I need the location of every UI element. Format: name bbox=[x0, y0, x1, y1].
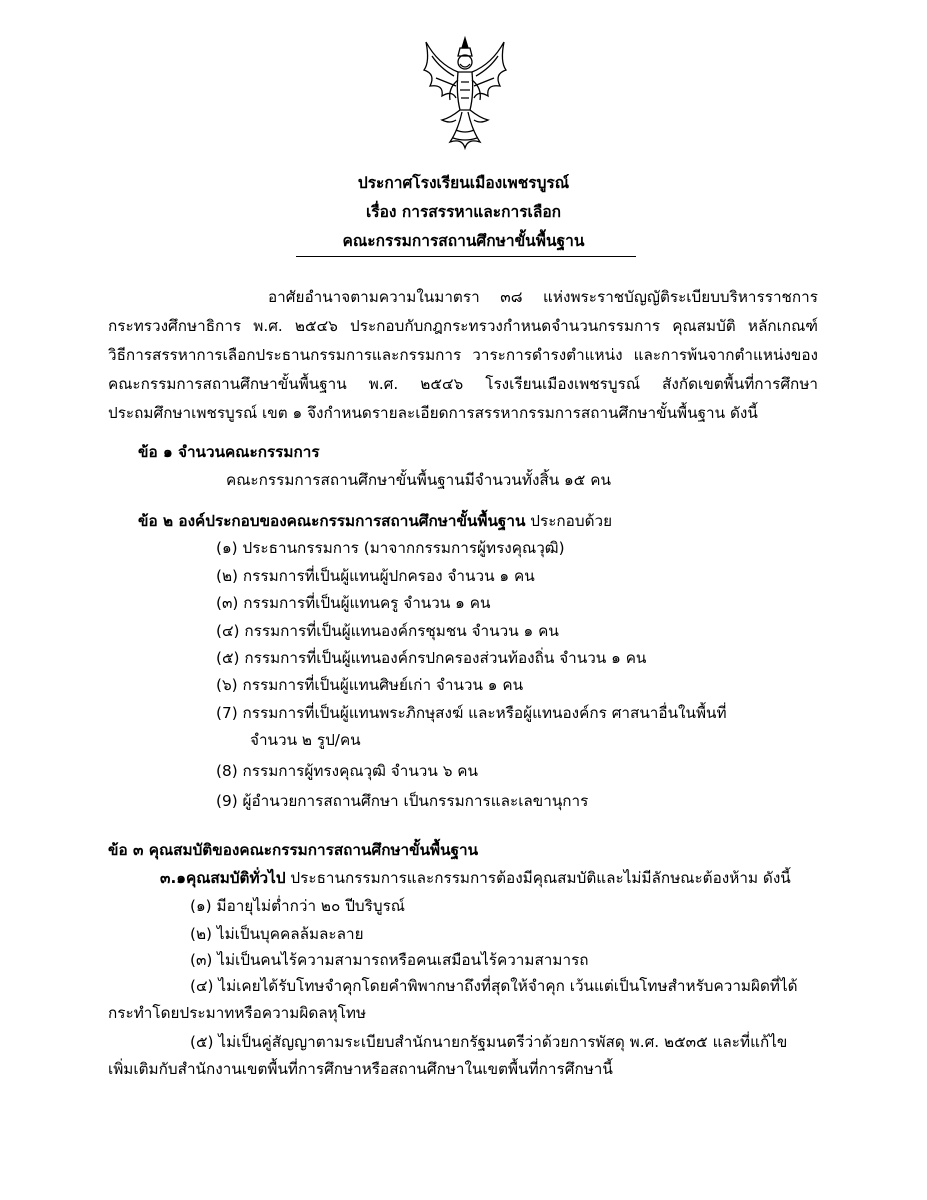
intro-line-5: ประถมศึกษาเพชรบูรณ์ เขต ๑ จึงกำหนดรายละเอียดการสรรหากรรมการสถานศึกษาขั้นพื้นฐาน ดังนี้ bbox=[108, 404, 758, 422]
section-2-item: (๓) กรรมการที่เป็นผู้แทนครู จำนวน ๑ คน bbox=[216, 594, 491, 612]
section-2-heading: ข้อ ๒ องค์ประกอบของคณะกรรมการสถานศึกษาขั้นพื้นฐาน bbox=[138, 512, 526, 530]
section-1-body: คณะกรรมการสถานศึกษาขั้นพื้นฐานมีจำนวนทั้งสิ้น ๑๕ คน bbox=[226, 471, 611, 489]
section-2-heading-tail: ประกอบด้วย bbox=[530, 512, 613, 530]
announcement-subject-line2: คณะกรรมการสถานศึกษาขั้นพื้นฐาน bbox=[342, 232, 585, 250]
section-2-heading-line bbox=[138, 511, 612, 531]
intro-line-3: วิธีการสรรหาการเลือกประธานกรรมการและกรรมการ วาระการดำรงตำแหน่ง และการพ้นจากตำแหน่งของ bbox=[108, 346, 818, 364]
section-3-item: (๔) ไม่เคยได้รับโทษจำคุกโดยคำพิพากษาถึงที่สุดให้จำคุก เว้นแต่เป็นโทษสำหรับความผิดที่ได้ bbox=[190, 977, 798, 995]
section-3-1-heading: ๓.๑คุณสมบัติทั่วไป bbox=[160, 869, 286, 887]
section-3-1-tail: ประธานกรรมการและกรรมการต้องมีคุณสมบัติและไม่มีลักษณะต้องห้าม ดังนี้ bbox=[290, 869, 791, 887]
section-2-item: (๔) กรรมการที่เป็นผู้แทนองค์กรชุมชน จำนวน ๑ คน bbox=[216, 622, 559, 640]
section-2-item: (8) กรรมการผู้ทรงคุณวุฒิ จำนวน ๖ คน bbox=[216, 762, 478, 780]
section-3-item: (๓) ไม่เป็นคนไร้ความสามารถหรือคนเสมือนไร้ความสามารถ bbox=[190, 951, 589, 969]
section-3-1-line bbox=[160, 868, 791, 888]
section-3-item: (๑) มีอายุไม่ต่ำกว่า ๒๐ ปีบริบูรณ์ bbox=[190, 897, 405, 915]
announcement-title: ประกาศโรงเรียนเมืองเพชรบูรณ์ bbox=[357, 174, 570, 192]
section-3-item-continuation: กระทำโดยประมาทหรือความผิดลหุโทษ bbox=[108, 1004, 367, 1022]
announcement-subject: เรื่อง การสรรหาและการเลือก bbox=[365, 203, 562, 221]
intro-line-4: คณะกรรมการสถานศึกษาขั้นพื้นฐาน พ.ศ. ๒๕๔๖ โรงเรียนเมืองเพชรบูรณ์ สังกัดเขตพื้นที่การศึกษา bbox=[108, 375, 818, 393]
section-3-heading: ข้อ ๓ คุณสมบัติของคณะกรรมการสถานศึกษาขั้นพื้นฐาน bbox=[108, 841, 479, 859]
header-divider bbox=[296, 256, 636, 257]
section-3-item: (๕) ไม่เป็นคู่สัญญาตามระเบียบสำนักนายกรัฐมนตรีว่าด้วยการพัสดุ พ.ศ. ๒๕๓๕ และที่แก้ไข bbox=[190, 1033, 788, 1051]
section-3-item-continuation: เพิ่มเติมกับสำนักงานเขตพื้นที่การศึกษาหรือสถานศึกษาในเขตพื้นที่การศึกษานี้ bbox=[108, 1060, 613, 1078]
intro-line-1: อาศัยอำนาจตามความในมาตรา ๓๘ แห่งพระราชบัญญัติระเบียบบริหารราชการ bbox=[268, 288, 818, 306]
section-2-item: (๑) ประธานกรรมการ (มาจากกรรมการผู้ทรงคุณวุฒิ) bbox=[216, 539, 565, 557]
intro-line-2: กระทรวงศึกษาธิการ พ.ศ. ๒๕๔๖ ประกอบกับกฎกระทรวงกำหนดจำนวนกรรมการ คุณสมบัติ หลักเกณฑ์ bbox=[108, 317, 818, 335]
section-2-item: (๖) กรรมการที่เป็นผู้แทนศิษย์เก่า จำนวน ๑ คน bbox=[216, 676, 524, 694]
section-2-item: (๒) กรรมการที่เป็นผู้แทนผู้ปกครอง จำนวน ๑ คน bbox=[216, 567, 535, 585]
section-2-item: (๕) กรรมการที่เป็นผู้แทนองค์กรปกครองส่วนท้องถิ่น จำนวน ๑ คน bbox=[216, 649, 647, 667]
section-2-item-continuation: จำนวน ๒ รูป/คน bbox=[250, 731, 361, 749]
garuda-emblem-icon bbox=[420, 34, 510, 152]
section-2-item: (7) กรรมการที่เป็นผู้แทนพระภิกษุสงฆ์ และหรือผู้แทนองค์กร ศาสนาอื่นในพื้นที่ bbox=[216, 704, 727, 722]
section-3-item: (๒) ไม่เป็นบุคคลล้มละลาย bbox=[190, 925, 364, 943]
section-2-item: (9) ผู้อำนวยการสถานศึกษา เป็นกรรมการและเลขานุการ bbox=[216, 792, 589, 810]
section-1-heading: ข้อ ๑ จำนวนคณะกรรมการ bbox=[138, 443, 320, 461]
